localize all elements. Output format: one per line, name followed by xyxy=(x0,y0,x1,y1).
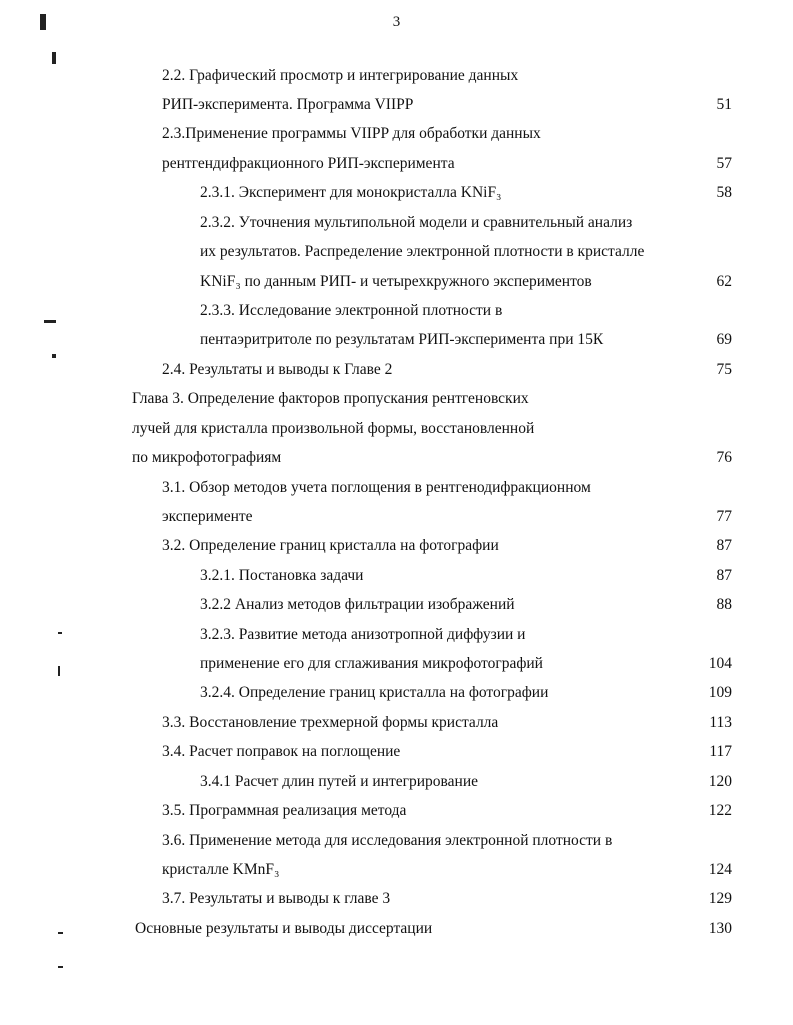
toc-entry-page: 124 xyxy=(708,861,732,878)
toc-entry-text: 2.3.3. Исследование электронной плотности в xyxy=(200,302,503,319)
toc-entry-text: рентгендифракционного РИП-эксперимента xyxy=(162,155,455,172)
toc-entry-page: 104 xyxy=(708,655,732,672)
toc-entry-text: 3.2.4. Определение границ кристалла на фотографии xyxy=(200,684,549,701)
toc-entry-page: 120 xyxy=(708,773,732,790)
toc-entry-text: пентаэритритоле по результатам РИП-эксперимента при 15К xyxy=(200,331,604,348)
toc-entry-text: применение его для сглаживания микрофотографий xyxy=(200,655,543,672)
toc-entry-text: 3.7. Результаты и выводы к главе 3 xyxy=(162,890,391,907)
toc-entry-text: 2.3.1. Эксперимент для монокристалла KNiF₃ xyxy=(200,184,502,201)
toc-entry-text: лучей для кристалла произвольной формы, восстановленной xyxy=(132,420,535,437)
scan-speck xyxy=(44,320,56,323)
toc-entry-text: 2.4. Результаты и выводы к Главе 2 xyxy=(162,361,393,378)
toc-entry-page: 57 xyxy=(716,155,732,172)
scan-speck xyxy=(58,932,63,934)
scan-speck xyxy=(40,14,46,30)
toc-entry-page: 109 xyxy=(708,684,732,701)
toc-entry-text: 3.4. Расчет поправок на поглощение xyxy=(162,743,401,760)
toc-entry-text: Глава 3. Определение факторов пропускания рентгеновских xyxy=(132,390,529,407)
toc-entry-text: 3.2.1. Постановка задачи xyxy=(200,567,364,584)
toc-entry-page: 87 xyxy=(716,567,732,584)
toc-entry-text: 3.5. Программная реализация метода xyxy=(162,802,407,819)
toc-entry-text: по микрофотографиям xyxy=(132,449,282,466)
toc-entry-text: 3.2.2 Анализ методов фильтрации изображений xyxy=(200,596,515,613)
toc-entry-text: 3.2.3. Развитие метода анизотропной диффузии и xyxy=(200,626,526,643)
toc-entry-text: 3.2. Определение границ кристалла на фотографии xyxy=(162,537,499,554)
toc-entry-page: 129 xyxy=(708,890,732,907)
toc-entry-text: эксперименте xyxy=(162,508,253,525)
toc-entry-text: 3.3. Восстановление трехмерной формы кристалла xyxy=(162,714,499,731)
scan-speck xyxy=(58,666,60,676)
toc-entry-page: 130 xyxy=(708,920,732,937)
scan-speck xyxy=(58,966,63,968)
scan-speck xyxy=(52,52,56,64)
toc-entry-page: 76 xyxy=(716,449,732,466)
toc-entry-text: 3.6. Применение метода для исследования электронной плотности в xyxy=(162,832,613,849)
toc-entry-page: 58 xyxy=(716,184,732,201)
page-number: 3 xyxy=(392,14,401,30)
toc-entry-text: кристалле KMnF₃ xyxy=(162,861,280,878)
toc-entry-page: 113 xyxy=(709,714,732,731)
toc-entry-text: KNiF₃ по данным РИП- и четырехкружного экспериментов xyxy=(200,273,592,290)
toc-entry-text: 2.3.2. Уточнения мультипольной модели и сравнительный анализ xyxy=(200,214,633,231)
toc-entry-text: их результатов. Распределение электронной плотности в кристалле xyxy=(200,243,645,260)
toc-entry-page: 122 xyxy=(708,802,732,819)
toc-entry-text: 2.2. Графический просмотр и интегрирование данных xyxy=(162,67,519,84)
toc-entry-text: Основные результаты и выводы диссертации xyxy=(135,920,433,937)
toc-entry-text: 2.3.Применение программы VIIPP для обработки данных xyxy=(162,125,541,142)
toc-entry-page: 88 xyxy=(716,596,732,613)
scan-speck xyxy=(52,354,56,358)
toc-entry-page: 77 xyxy=(716,508,732,525)
toc-entry-page: 69 xyxy=(716,331,732,348)
toc-entry-page: 75 xyxy=(716,361,732,378)
toc-entry-text: 3.1. Обзор методов учета поглощения в рентгенодифракционном xyxy=(162,479,591,496)
toc-entry-page: 51 xyxy=(716,96,732,113)
toc-entry-text: 3.4.1 Расчет длин путей и интегрирование xyxy=(200,773,479,790)
toc-entry-page: 117 xyxy=(709,743,732,760)
toc-entry-text: РИП-эксперимента. Программа VIIPP xyxy=(162,96,414,113)
toc-entry-page: 62 xyxy=(716,273,732,290)
scan-speck xyxy=(58,632,62,634)
toc-entry-page: 87 xyxy=(716,537,732,554)
